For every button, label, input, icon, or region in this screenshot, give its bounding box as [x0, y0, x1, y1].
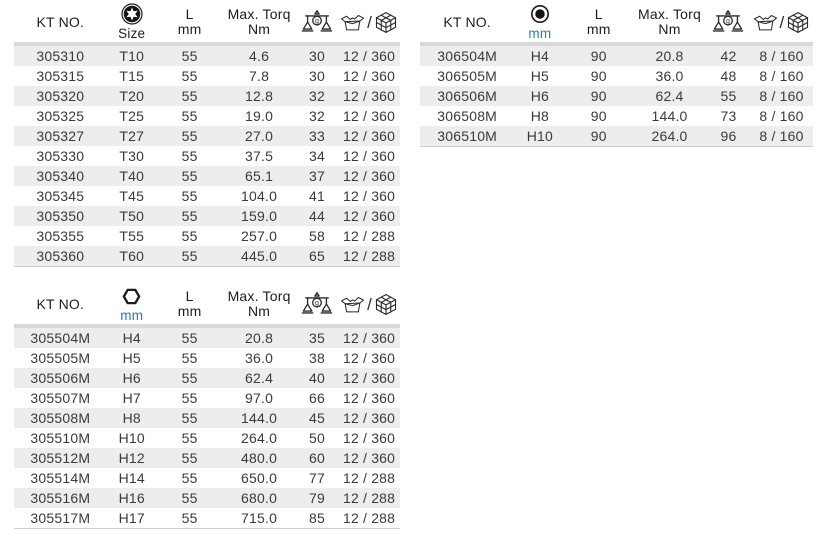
torx-bit-icon — [121, 3, 143, 25]
pack-cell: 12 / 360 — [342, 370, 396, 386]
torque-cell: 144.0 — [651, 108, 688, 124]
torque-cell: 65.1 — [245, 168, 274, 184]
size-cell: T40 — [119, 168, 145, 184]
pack-cell: 8 / 160 — [759, 128, 804, 144]
kt-no-header: KT NO. — [443, 13, 491, 30]
length-cell: 55 — [181, 370, 198, 386]
size-header — [107, 284, 157, 324]
table-row — [14, 66, 400, 86]
weight-cell: 73 — [720, 108, 737, 124]
kt-no-cell: 305315 — [36, 68, 85, 84]
length-header — [157, 2, 223, 42]
length-unit: mm — [177, 303, 202, 319]
size-cell: T10 — [119, 48, 145, 64]
weight-cell: 50 — [308, 430, 325, 446]
pack-cell: 12 / 360 — [342, 108, 396, 124]
pack-cell: 8 / 160 — [759, 88, 804, 104]
length-symbol: L — [185, 288, 194, 304]
packaging-header — [750, 2, 813, 42]
pack-cell: 12 / 288 — [342, 510, 396, 526]
pack-separator: / — [779, 12, 785, 32]
torque-unit: Nm — [247, 21, 271, 37]
torque-unit: Nm — [658, 21, 681, 37]
kt-no-header: KT NO. — [36, 13, 85, 30]
torque-cell: 680.0 — [241, 490, 278, 506]
table-body — [420, 46, 813, 146]
size-cell: H8 — [122, 410, 141, 426]
torque-title: Max. Torq — [227, 6, 291, 22]
pack-cell: 12 / 360 — [342, 390, 396, 406]
table-header — [14, 2, 400, 46]
table-row — [14, 448, 400, 468]
pack-cell: 12 / 360 — [342, 148, 396, 164]
table-row — [14, 368, 400, 388]
length-cell: 55 — [181, 350, 198, 366]
pack-cell: 12 / 360 — [342, 410, 396, 426]
length-cell: 55 — [181, 228, 198, 244]
table-body — [14, 46, 400, 266]
weight-cell: 40 — [308, 370, 325, 386]
table-row — [14, 428, 400, 448]
size-cell: T60 — [119, 248, 145, 264]
table-row — [14, 106, 400, 126]
length-cell: 55 — [181, 248, 198, 264]
table-row — [14, 226, 400, 246]
length-cell: 90 — [590, 108, 607, 124]
scale-grams-icon — [712, 11, 744, 33]
size-cell: H10 — [526, 128, 553, 144]
table-row — [14, 166, 400, 186]
size-cell: H8 — [530, 108, 549, 124]
table-row — [420, 106, 813, 126]
torque-cell: 37.5 — [245, 148, 274, 164]
length-header — [565, 2, 632, 42]
torque-cell: 144.0 — [241, 410, 278, 426]
table-row — [14, 86, 400, 106]
table-row — [14, 488, 400, 508]
size-cell: H4 — [122, 330, 141, 346]
open-box-icon — [340, 293, 365, 316]
length-unit: mm — [177, 21, 202, 37]
torque-cell: 20.8 — [655, 48, 684, 64]
table-row — [14, 46, 400, 66]
pack-cell: 12 / 360 — [342, 88, 396, 104]
size-cell: T20 — [119, 88, 145, 104]
ball-hex-socket-90mm-table — [420, 2, 813, 147]
kt-no-cell: 305327 — [36, 128, 85, 144]
weight-cell: 85 — [308, 510, 325, 526]
torque-cell: 36.0 — [245, 350, 274, 366]
size-unit-label: mm — [120, 308, 144, 323]
kt-no-header: KT NO. — [36, 295, 85, 312]
scale-grams-icon — [301, 293, 333, 315]
length-cell: 55 — [181, 148, 198, 164]
table-row — [420, 126, 813, 146]
size-cell: H6 — [530, 88, 549, 104]
torque-cell: 104.0 — [241, 188, 278, 204]
table-header — [420, 2, 813, 46]
kt-no-cell: 305505M — [30, 350, 91, 366]
svg-text:g: g — [314, 17, 320, 25]
carton-cube-icon — [374, 293, 398, 316]
torque-title: Max. Torq — [227, 288, 291, 304]
hex-socket-icon — [121, 285, 142, 307]
weight-cell: 79 — [308, 490, 325, 506]
weight-cell: 33 — [308, 128, 325, 144]
kt-no-cell: 305510M — [30, 430, 91, 446]
table-row — [14, 206, 400, 226]
weight-cell: 77 — [308, 470, 325, 486]
weight-header — [296, 2, 338, 42]
table-row — [14, 508, 400, 528]
table-row — [14, 126, 400, 146]
length-cell: 55 — [181, 88, 198, 104]
pack-cell: 12 / 288 — [342, 228, 396, 244]
size-cell: T50 — [119, 208, 145, 224]
torque-cell: 97.0 — [245, 390, 274, 406]
torque-cell: 445.0 — [241, 248, 278, 264]
size-cell: H10 — [118, 430, 145, 446]
size-cell: H7 — [122, 390, 141, 406]
length-cell: 55 — [181, 208, 198, 224]
size-cell: H17 — [118, 510, 145, 526]
size-cell: T15 — [119, 68, 145, 84]
kt-no-cell: 305330 — [36, 148, 85, 164]
weight-cell: 45 — [308, 410, 325, 426]
torque-cell: 159.0 — [241, 208, 278, 224]
kt-no-cell: 305506M — [30, 370, 91, 386]
torque-cell: 20.8 — [245, 330, 274, 346]
pack-cell: 12 / 360 — [342, 208, 396, 224]
length-cell: 55 — [181, 68, 198, 84]
length-symbol: L — [185, 6, 194, 22]
weight-cell: 38 — [308, 350, 325, 366]
length-cell: 55 — [181, 108, 198, 124]
kt-no-cell: 305516M — [30, 490, 91, 506]
table-row — [14, 328, 400, 348]
length-cell: 55 — [181, 48, 198, 64]
torque-cell: 264.0 — [651, 128, 688, 144]
length-cell: 55 — [181, 430, 198, 446]
open-box-icon — [340, 11, 365, 34]
table-row — [14, 388, 400, 408]
torque-header — [222, 2, 295, 42]
hex-socket-55mm-table — [14, 284, 400, 529]
weight-cell: 44 — [308, 208, 325, 224]
kt-no-cell: 305504M — [30, 330, 91, 346]
torque-cell: 62.4 — [245, 370, 274, 386]
torque-cell: 7.8 — [249, 68, 270, 84]
kt-no-cell: 305355 — [36, 228, 85, 244]
length-unit: mm — [586, 21, 611, 37]
torque-cell: 480.0 — [241, 450, 278, 466]
length-cell: 90 — [590, 68, 607, 84]
length-cell: 55 — [181, 168, 198, 184]
torque-cell: 715.0 — [241, 510, 278, 526]
kt-no-cell: 305514M — [30, 470, 91, 486]
table-row — [420, 86, 813, 106]
table-row — [14, 408, 400, 428]
pack-cell: 12 / 360 — [342, 350, 396, 366]
torque-cell: 36.0 — [655, 68, 684, 84]
pack-cell: 12 / 360 — [342, 168, 396, 184]
size-header — [514, 2, 565, 42]
kt-no-cell: 306505M — [437, 68, 498, 84]
pack-cell: 12 / 288 — [342, 490, 396, 506]
weight-header — [707, 2, 750, 42]
torque-unit: Nm — [247, 303, 271, 319]
size-cell: H6 — [122, 370, 141, 386]
length-cell: 55 — [181, 330, 198, 346]
pack-cell: 12 / 360 — [342, 68, 396, 84]
pack-cell: 12 / 360 — [342, 128, 396, 144]
size-cell: H16 — [118, 490, 145, 506]
carton-cube-icon — [374, 11, 398, 34]
kt-no-cell: 305517M — [30, 510, 91, 526]
pack-cell: 12 / 360 — [342, 330, 396, 346]
table-row — [14, 468, 400, 488]
pack-cell: 12 / 360 — [342, 48, 396, 64]
pack-cell: 12 / 360 — [342, 188, 396, 204]
weight-cell: 32 — [308, 88, 325, 104]
pack-cell: 12 / 288 — [342, 248, 396, 264]
kt-no-cell: 305507M — [30, 390, 91, 406]
weight-cell: 34 — [308, 148, 325, 164]
pack-cell: 12 / 360 — [342, 450, 396, 466]
pack-cell: 8 / 160 — [759, 68, 804, 84]
packaging-header — [338, 284, 400, 324]
size-cell: T55 — [119, 228, 145, 244]
ball-end-hex-icon — [530, 3, 550, 25]
size-header — [107, 2, 157, 42]
weight-cell: 60 — [308, 450, 325, 466]
size-cell: T25 — [119, 108, 145, 124]
size-cell: H12 — [118, 450, 145, 466]
kt-no-cell: 305350 — [36, 208, 85, 224]
kt-no-cell: 305320 — [36, 88, 85, 104]
size-cell: H5 — [122, 350, 141, 366]
weight-cell: 55 — [720, 88, 737, 104]
torque-cell: 27.0 — [245, 128, 274, 144]
weight-cell: 96 — [720, 128, 737, 144]
weight-cell: 30 — [308, 68, 325, 84]
weight-cell: 35 — [308, 330, 325, 346]
size-cell: T30 — [119, 148, 145, 164]
size-unit-label: Size — [118, 26, 146, 41]
size-cell: T45 — [119, 188, 145, 204]
table-row — [14, 146, 400, 166]
weight-cell: 41 — [308, 188, 325, 204]
table-row — [14, 186, 400, 206]
pack-cell: 8 / 160 — [759, 48, 804, 64]
weight-cell: 30 — [308, 48, 325, 64]
torque-cell: 650.0 — [241, 470, 278, 486]
size-cell: H14 — [118, 470, 145, 486]
length-symbol: L — [594, 6, 603, 22]
length-cell: 90 — [590, 88, 607, 104]
size-unit-label: mm — [528, 26, 552, 41]
size-cell: H5 — [530, 68, 549, 84]
kt-no-cell: 306504M — [437, 48, 498, 64]
length-cell: 55 — [181, 450, 198, 466]
open-box-icon — [753, 11, 778, 34]
weight-cell: 48 — [720, 68, 737, 84]
pack-cell: 8 / 160 — [759, 108, 804, 124]
pack-cell: 12 / 360 — [342, 430, 396, 446]
length-cell: 55 — [181, 128, 198, 144]
table-body — [14, 328, 400, 528]
length-cell: 90 — [590, 128, 607, 144]
torque-header — [222, 284, 295, 324]
weight-cell: 66 — [308, 390, 325, 406]
weight-cell: 58 — [308, 228, 325, 244]
torque-header — [632, 2, 707, 42]
length-cell: 55 — [181, 390, 198, 406]
pack-cell: 12 / 288 — [342, 470, 396, 486]
torque-cell: 264.0 — [241, 430, 278, 446]
scale-grams-icon — [301, 11, 333, 33]
size-cell: T27 — [119, 128, 145, 144]
length-cell: 55 — [181, 510, 198, 526]
size-cell: H4 — [530, 48, 549, 64]
packaging-header — [338, 2, 400, 42]
torque-cell: 12.8 — [245, 88, 274, 104]
kt-no-cell: 305512M — [30, 450, 91, 466]
table-row — [14, 348, 400, 368]
torque-cell: 257.0 — [241, 228, 278, 244]
pack-separator: / — [367, 294, 373, 314]
carton-cube-icon — [786, 11, 810, 34]
weight-cell: 37 — [308, 168, 325, 184]
svg-text:g: g — [314, 299, 320, 307]
length-header — [157, 284, 223, 324]
table-row — [14, 246, 400, 266]
length-cell: 55 — [181, 188, 198, 204]
length-cell: 55 — [181, 410, 198, 426]
weight-cell: 32 — [308, 108, 325, 124]
weight-cell: 65 — [308, 248, 325, 264]
table-row — [420, 66, 813, 86]
kt-no-cell: 305325 — [36, 108, 85, 124]
length-cell: 90 — [590, 48, 607, 64]
kt-no-cell: 306510M — [437, 128, 498, 144]
kt-no-cell: 305310 — [36, 48, 85, 64]
torx-bit-socket-table — [14, 2, 400, 267]
table-row — [420, 46, 813, 66]
torque-title: Max. Torq — [638, 6, 702, 22]
torque-cell: 4.6 — [249, 48, 270, 64]
weight-cell: 42 — [720, 48, 737, 64]
pack-separator: / — [367, 12, 373, 32]
kt-no-cell: 306506M — [437, 88, 498, 104]
kt-no-cell: 305340 — [36, 168, 85, 184]
torque-cell: 19.0 — [245, 108, 274, 124]
table-header — [14, 284, 400, 328]
kt-no-cell: 305360 — [36, 248, 85, 264]
svg-text:g: g — [726, 17, 731, 25]
kt-no-cell: 306508M — [437, 108, 498, 124]
weight-header — [296, 284, 338, 324]
length-cell: 55 — [181, 490, 198, 506]
torque-cell: 62.4 — [655, 88, 684, 104]
length-cell: 55 — [181, 470, 198, 486]
kt-no-cell: 305345 — [36, 188, 85, 204]
kt-no-cell: 305508M — [30, 410, 91, 426]
